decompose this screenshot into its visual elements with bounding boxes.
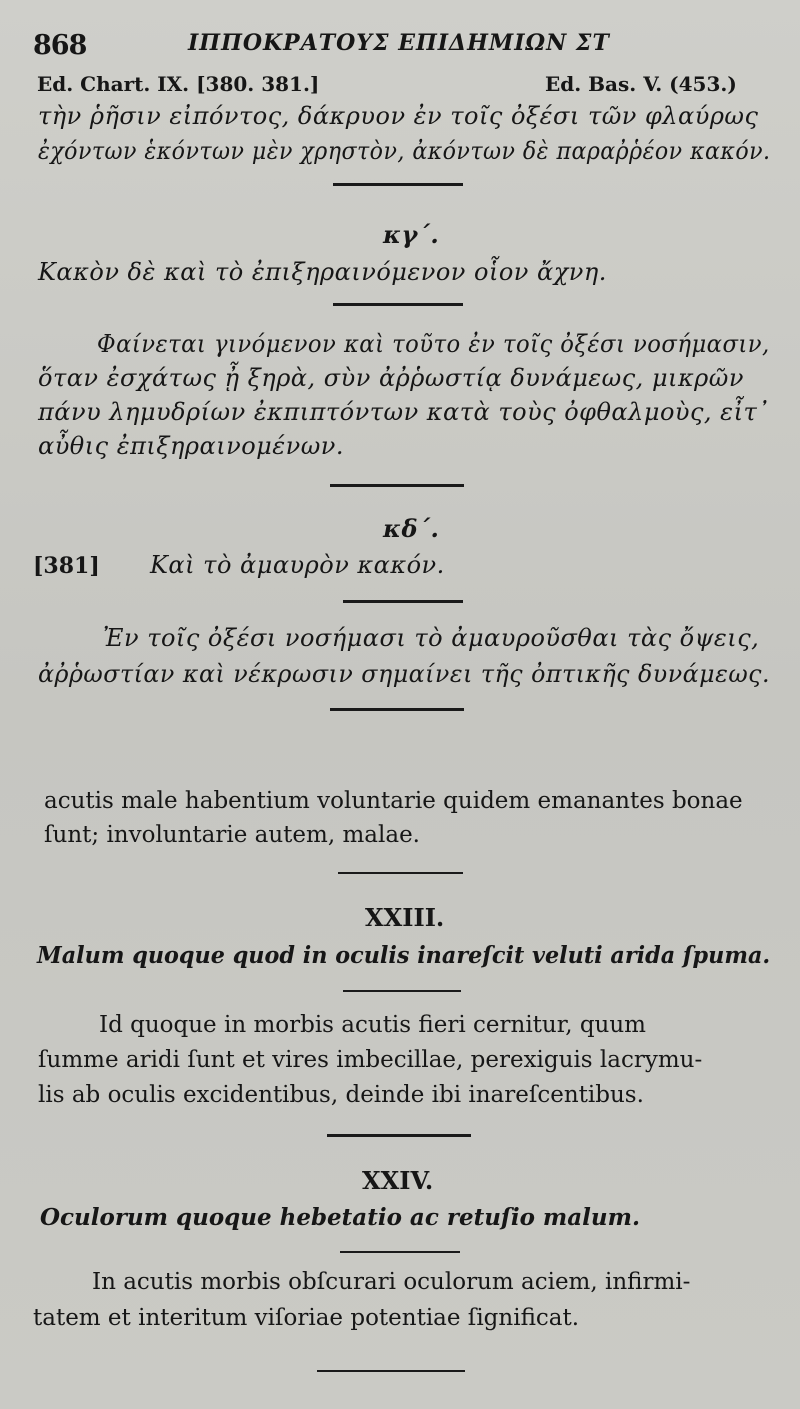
greek-commentary-line: Φαίνεται γινόμενον καὶ τοῦτο ἐν τοῖς ὀξέσι νοσήμασιν, xyxy=(97,330,770,358)
greek-commentary-line: ὅταν ἐσχάτως ᾖ ξηρὰ, σὺν ἀῤῥωστίᾳ δυνάμεως, μικρῶν xyxy=(38,364,744,392)
greek-aphorism-lemma: Κακὸν δὲ καὶ τὸ ἐπιξηραινόμενον οἷον ἄχνη. xyxy=(38,258,607,286)
edition-reference-left: Ed. Chart. IX. [380. 381.] xyxy=(37,72,320,96)
latin-aphorism-number: XXIV. xyxy=(362,1166,434,1195)
latin-commentary-line: tatem et interitum viſoriae potentiae ſignificat. xyxy=(33,1305,580,1331)
latin-continuation-line: ſunt; involuntarie autem, malae. xyxy=(44,822,420,848)
latin-commentary-line: ſumme aridi ſunt et vires imbecillae, perexiguis lacrymu- xyxy=(38,1047,703,1073)
section-divider xyxy=(333,303,463,306)
section-divider xyxy=(327,1134,471,1137)
section-divider xyxy=(343,600,463,603)
latin-continuation-line: acutis male habentium voluntarie quidem emanantes bonae xyxy=(44,788,743,814)
latin-commentary-line: lis ab oculis excidentibus, deinde ibi inareſcentibus. xyxy=(38,1082,644,1108)
section-divider xyxy=(343,990,461,992)
greek-continuation-line: ἐχόντων ἑκόντων μὲν χρηστὸν, ἀκόντων δὲ παραῤῥέον κακόν. xyxy=(38,137,771,165)
greek-continuation-line: τὴν ῥῆσιν εἰπόντος, δάκρυον ἐν τοῖς ὀξέσι τῶν φλαύρως xyxy=(38,102,759,130)
running-title: ΙΠΠΟΚΡΑΤΟΥΣ ΕΠΙΔΗΜΙΩΝ ΣΤ xyxy=(188,30,610,56)
section-divider xyxy=(333,183,463,186)
greek-commentary-line: πάνυ λημυδρίων ἐκπιπτόντων κατὰ τοὺς ὀφθαλμοὺς, εἶτ᾽ xyxy=(38,398,770,426)
greek-commentary-line: Ἐν τοῖς ὀξέσι νοσήμασι τὸ ἀμαυροῦσθαι τὰς ὄψεις, xyxy=(103,624,760,652)
section-divider xyxy=(330,484,464,487)
latin-aphorism-number: XXIII. xyxy=(365,903,445,932)
greek-aphorism-number: κγ΄. xyxy=(383,220,440,249)
latin-aphorism-lemma: Oculorum quoque hebetatio ac retuſio malum. xyxy=(40,1204,640,1231)
page-number: 868 xyxy=(33,30,87,61)
section-divider xyxy=(330,708,464,711)
greek-commentary-line: αὖθις ἐπιξηραινομένων. xyxy=(38,432,345,460)
latin-aphorism-lemma: Malum quoque quod in oculis inareſcit veluti arida ſpuma. xyxy=(37,942,771,969)
page-reference-marker: [381] xyxy=(33,553,100,579)
latin-commentary-line: In acutis morbis obſcurari oculorum aciem, infirmi- xyxy=(92,1269,691,1295)
greek-aphorism-lemma: Καὶ τὸ ἀμαυρὸν κακόν. xyxy=(150,551,445,579)
latin-commentary-line: Id quoque in morbis acutis fieri cernitur, quum xyxy=(99,1012,646,1038)
section-divider xyxy=(317,1370,465,1372)
greek-aphorism-number: κδ΄. xyxy=(383,514,440,543)
section-divider xyxy=(340,1251,460,1253)
greek-commentary-line: ἀῤῥωστίαν καὶ νέκρωσιν σημαίνει τῆς ὀπτικῆς δυνάμεως. xyxy=(38,660,770,688)
edition-reference-right: Ed. Bas. V. (453.) xyxy=(545,72,737,96)
section-divider xyxy=(338,872,463,874)
